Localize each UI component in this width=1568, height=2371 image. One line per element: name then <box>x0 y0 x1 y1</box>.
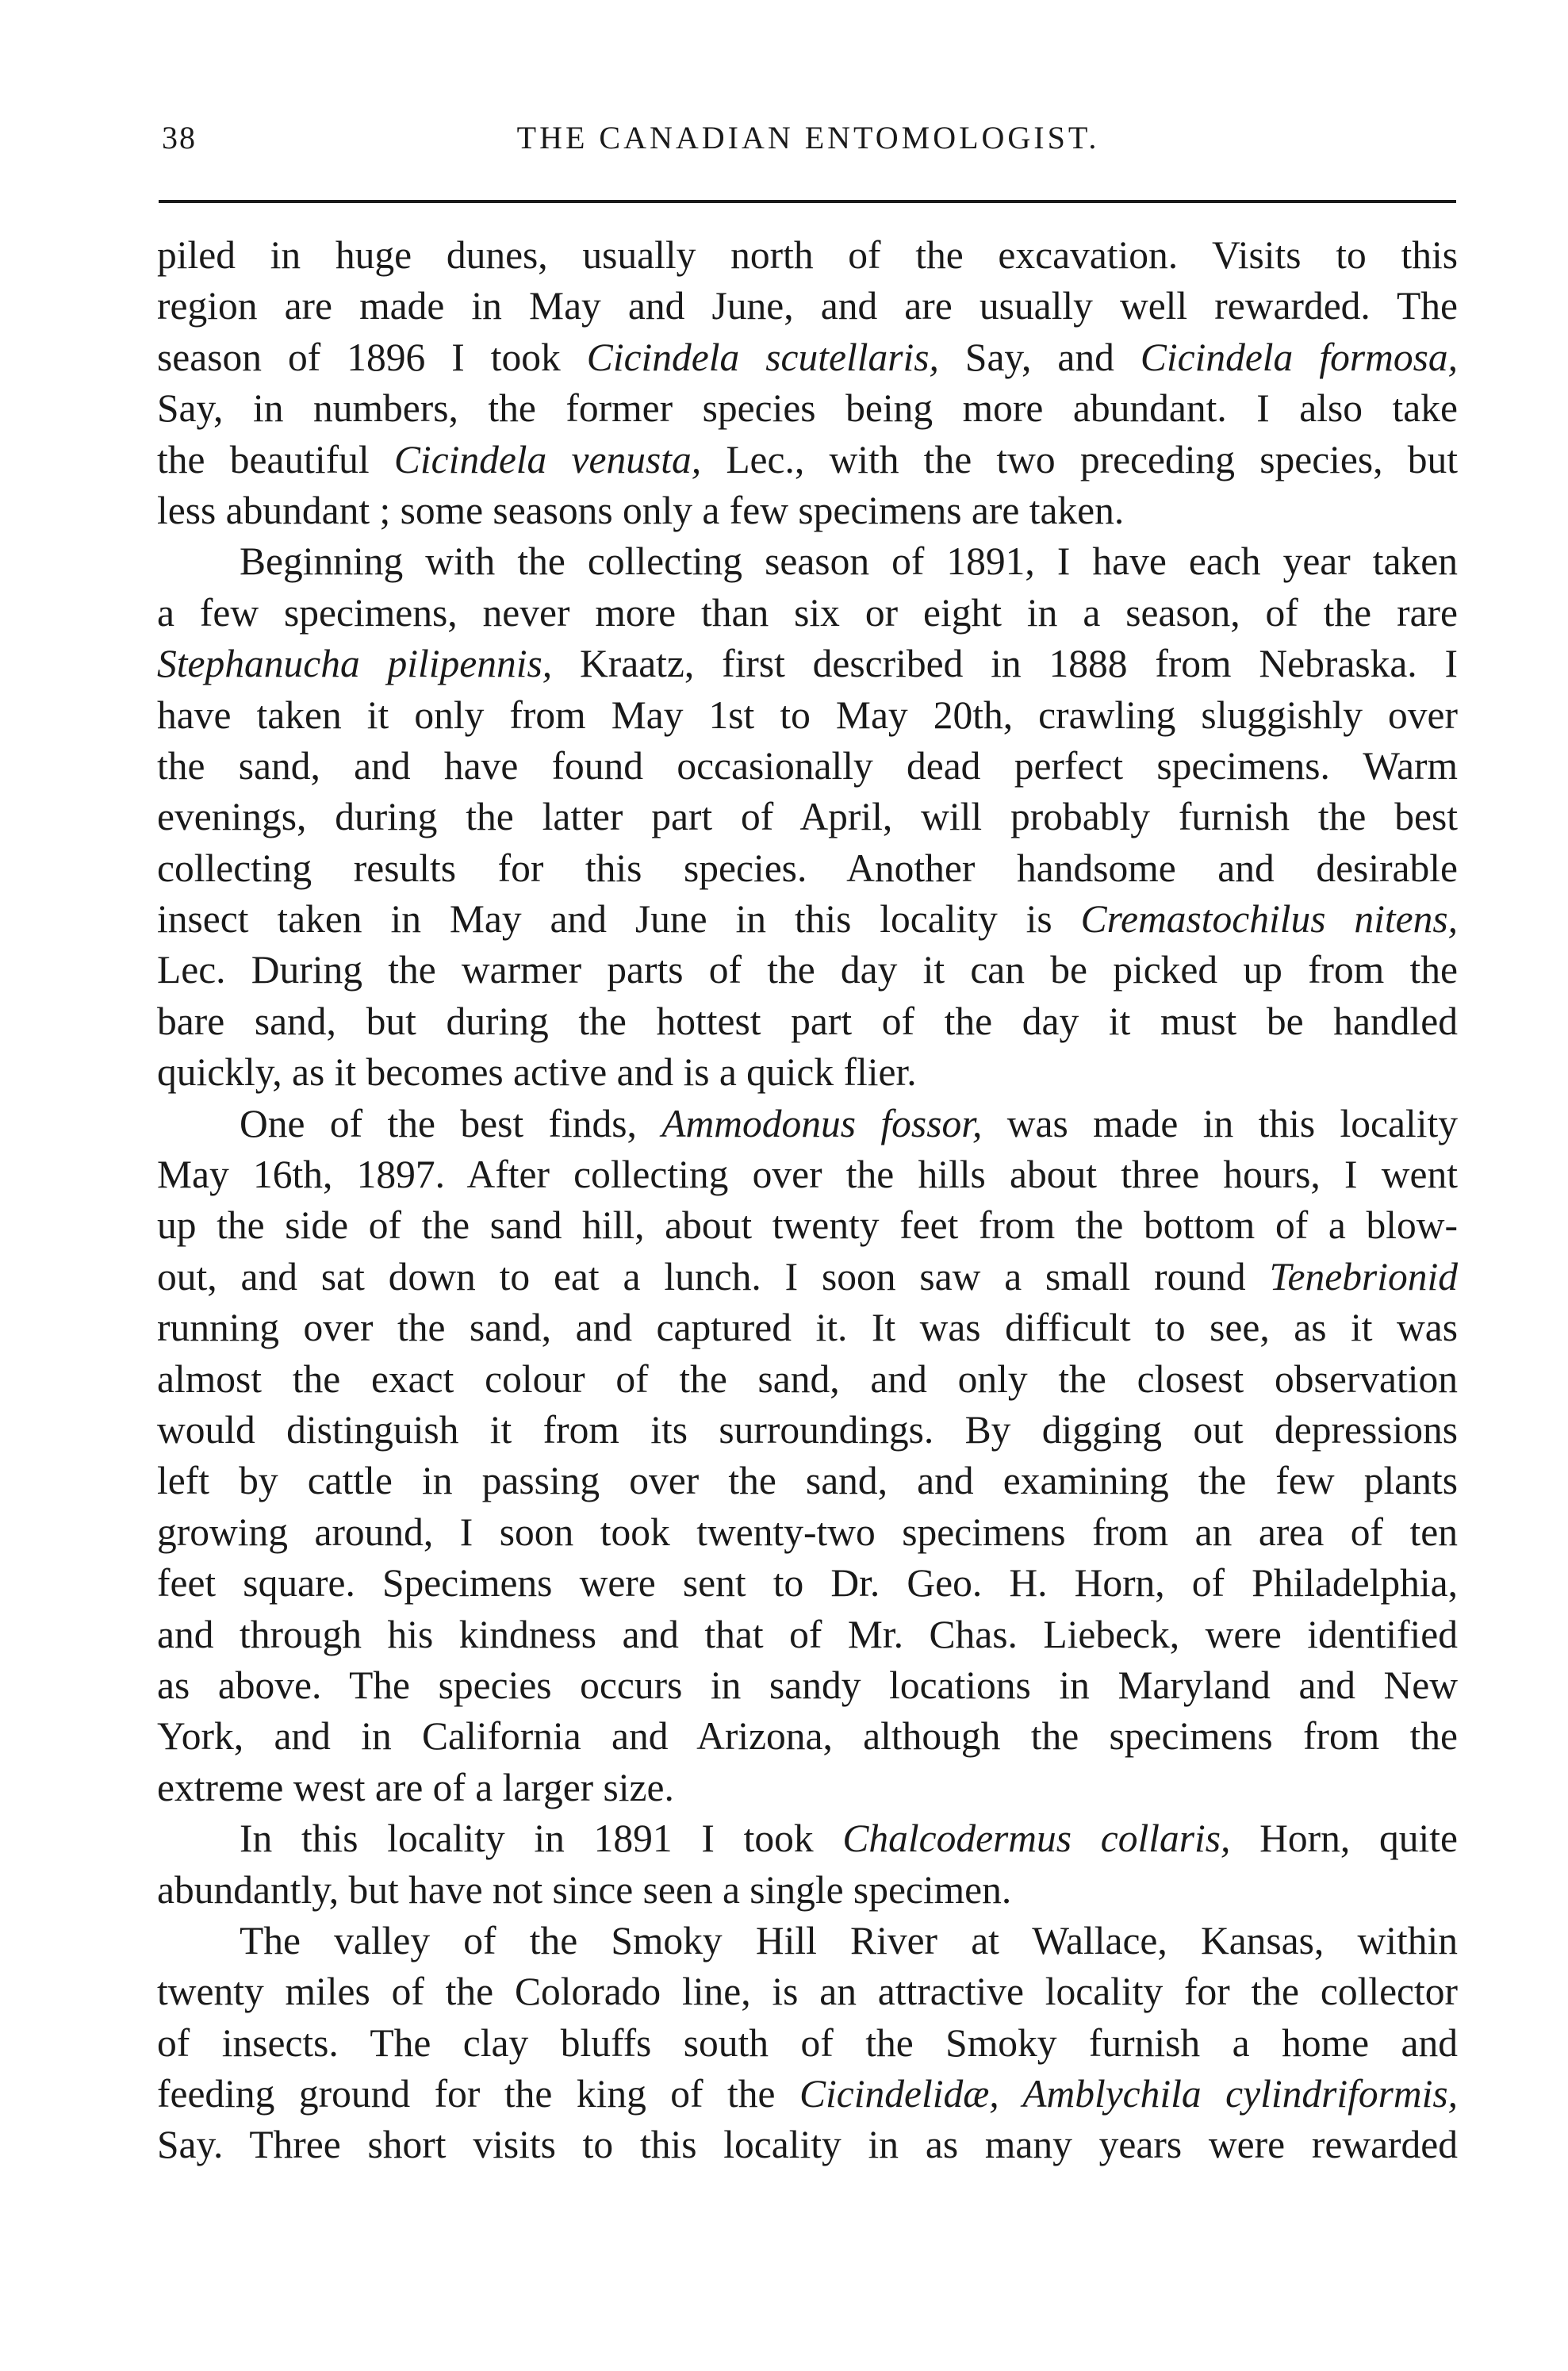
text-line <box>157 894 1458 945</box>
text-line <box>157 332 1458 383</box>
page-header <box>162 119 1455 167</box>
italic-species-name: Tenebrionid <box>1269 1254 1458 1299</box>
text-line <box>157 1099 1458 1149</box>
text-segment: would distinguish it from its surroundings. By digging out depressions <box>157 1407 1458 1452</box>
text-line <box>157 1609 1458 1660</box>
text-segment: up the side of the sand hill, about twenty feet from the bottom of a blow- <box>157 1203 1458 1248</box>
italic-species-name: Stephanucha pilipennis, <box>157 642 553 686</box>
text-segment: Say, and <box>938 335 1141 379</box>
text-line <box>157 1916 1458 1966</box>
text-line <box>157 741 1458 792</box>
text-line <box>157 1405 1458 1456</box>
text-line <box>157 945 1458 996</box>
text-segment: abundantly, but have not since seen a single specimen. <box>157 1867 1012 1912</box>
text-line <box>157 1711 1458 1762</box>
text-line <box>157 1966 1458 2017</box>
text-segment: piled in huge dunes, usually north of the excavation. Visits to this <box>157 233 1458 277</box>
text-segment: extreme west are of a larger size. <box>157 1765 674 1809</box>
text-line <box>157 485 1458 536</box>
header-rule <box>159 200 1456 203</box>
text-line <box>157 1558 1458 1609</box>
text-segment: quickly, as it becomes active and is a quick flier. <box>157 1050 917 1095</box>
text-segment: May 16th, 1897. After collecting over the hills about three hours, I went <box>157 1153 1458 1197</box>
text-line <box>157 536 1458 587</box>
text-segment: growing around, I soon took twenty-two specimens from an area of ten <box>157 1510 1458 1554</box>
text-line <box>157 588 1458 639</box>
italic-species-name: Chalcodermus collaris, <box>842 1817 1231 1861</box>
text-line <box>157 230 1458 281</box>
text-segment: as above. The species occurs in sandy locations in Maryland and New <box>157 1663 1458 1707</box>
text-line <box>157 1354 1458 1405</box>
text-line <box>157 435 1458 485</box>
text-line <box>157 1865 1458 1916</box>
text-line <box>157 281 1458 332</box>
text-segment: running over the sand, and captured it. It was difficult to see, as it was <box>157 1306 1458 1350</box>
text-segment: almost the exact colour of the sand, and only the closest observation <box>157 1356 1458 1401</box>
text-segment: Beginning with the collecting season of 1891, I have each year taken <box>240 539 1458 584</box>
italic-species-name: Ammodonus fossor, <box>661 1101 983 1145</box>
text-segment: Say, in numbers, the former species being more abundant. I also take <box>157 386 1458 431</box>
text-segment: the sand, and have found occasionally dead perfect specimens. Warm <box>157 743 1458 788</box>
italic-species-name: Cicindela venusta, <box>393 437 702 481</box>
text-line <box>157 1456 1458 1506</box>
text-segment: insect taken in May and June in this locality is <box>157 897 1081 942</box>
text-segment: less abundant ; some seasons only a few specimens are taken. <box>157 488 1125 532</box>
body-text <box>157 230 1458 2171</box>
text-segment: feet square. Specimens were sent to Dr. Geo. H. Horn, of Philadelphia, <box>157 1561 1458 1606</box>
text-segment: was made in this locality <box>982 1101 1458 1145</box>
text-line <box>157 1763 1458 1813</box>
text-segment: season of 1896 I took <box>157 335 587 379</box>
text-line <box>157 1047 1458 1098</box>
text-segment: Kraatz, first described in 1888 from Nebraska. I <box>552 642 1458 686</box>
text-line <box>157 2018 1458 2069</box>
text-line <box>157 1149 1458 1200</box>
italic-species-name: Cicindela scutellaris, <box>586 335 939 379</box>
text-line <box>157 690 1458 741</box>
italic-species-name: Cicindela formosa, <box>1140 335 1458 379</box>
text-segment: The valley of the Smoky Hill River at Wallace, Kansas, within <box>240 1918 1458 1962</box>
text-line <box>157 1303 1458 1353</box>
text-segment: Lec., with the two preceding species, but <box>701 437 1458 481</box>
text-segment: out, and sat down to eat a lunch. I soon saw a small round <box>157 1254 1270 1299</box>
text-segment: a few specimens, never more than six or eight in a season, of the rare <box>157 590 1458 635</box>
text-line <box>157 2120 1458 2170</box>
text-segment: of insects. The clay bluffs south of the Smoky furnish a home and <box>157 2020 1458 2065</box>
text-segment: have taken it only from May 1st to May 20th, crawling sluggishly over <box>157 693 1458 737</box>
text-segment: twenty miles of the Colorado line, is an attractive locality for the collector <box>157 1970 1458 2014</box>
text-segment: and through his kindness and that of Mr. Chas. Liebeck, were identified <box>157 1612 1458 1656</box>
page-number: 38 <box>162 120 197 155</box>
text-line <box>157 383 1458 434</box>
text-line <box>157 1813 1458 1864</box>
text-segment: Say. Three short visits to this locality in as many years were rewarded <box>157 2123 1458 2167</box>
text-line <box>157 1507 1458 1558</box>
text-segment: Horn, quite <box>1230 1817 1458 1861</box>
text-segment: York, and in California and Arizona, although the specimens from the <box>157 1714 1458 1759</box>
text-segment: the beautiful <box>157 437 394 481</box>
text-line <box>157 996 1458 1047</box>
text-line <box>157 792 1458 842</box>
text-segment: bare sand, but during the hottest part of the day it must be handled <box>157 999 1458 1043</box>
text-segment: collecting results for this species. Another handsome and desirable <box>157 846 1458 890</box>
text-segment: In this locality in 1891 I took <box>240 1817 843 1861</box>
text-segment: feeding ground for the king of the <box>157 2072 800 2116</box>
italic-species-name: Cicindelidæ, Amblychila cylindriformis, <box>799 2072 1458 2116</box>
text-segment: left by cattle in passing over the sand, and examining the few plants <box>157 1459 1458 1503</box>
text-line <box>157 1660 1458 1711</box>
text-line <box>157 1200 1458 1251</box>
text-line <box>157 1252 1458 1303</box>
text-line <box>157 639 1458 689</box>
italic-species-name: Cremastochilus nitens, <box>1080 897 1458 942</box>
text-line <box>157 843 1458 894</box>
running-head: THE CANADIAN ENTOMOLOGIST. <box>516 120 1100 155</box>
text-segment: One of the best finds, <box>240 1101 662 1145</box>
text-segment: evenings, during the latter part of April, will probably furnish the best <box>157 795 1458 839</box>
text-segment: Lec. During the warmer parts of the day it can be picked up from the <box>157 948 1458 992</box>
text-line <box>157 2069 1458 2120</box>
text-segment: region are made in May and June, and are usually well rewarded. The <box>157 284 1458 328</box>
